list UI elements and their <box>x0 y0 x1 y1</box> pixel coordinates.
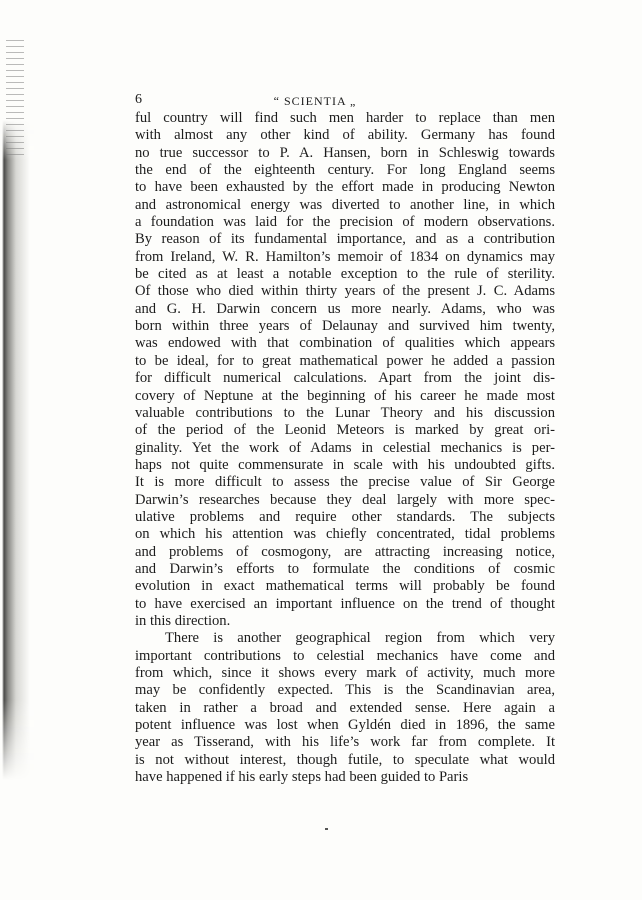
text-line: of the period of the Leonid Meteors is marked by great ori- <box>135 422 555 439</box>
text-line: was endowed with that combination of qualities which appears <box>135 335 555 352</box>
text-line: There is another geographical region from which very <box>165 630 555 647</box>
text-line: covery of Neptune at the beginning of his career he made most <box>135 387 555 404</box>
text-line: to have exercised an important influence on the trend of thought <box>135 595 555 612</box>
text-line: It is more difficult to assess the precise value of Sir George <box>135 474 555 491</box>
text-line: to have been exhausted by the effort made in producing Newton <box>135 179 555 196</box>
text-line: potent influence was lost when Gyldén died in 1896, the same <box>135 717 555 734</box>
text-line: ginality. Yet the work of Adams in celestial mechanics is per- <box>135 439 555 456</box>
text-line: have happened if his early steps had been guided to Paris <box>135 769 469 786</box>
text-line: in this direction. <box>135 612 231 629</box>
text-line: haps not quite commensurate in scale with his undoubted gifts. <box>135 456 555 473</box>
text-line: may be confidently expected. This is the Scandinavian area, <box>135 682 555 699</box>
text-line: and G. H. Darwin concern us more nearly. Adams, who was <box>135 300 555 317</box>
text-line: on which his attention was chiefly concentrated, tidal problems <box>135 526 555 543</box>
running-title: “ SCIENTIA „ <box>273 94 357 108</box>
text-line: and problems of cosmogony, are attracting increasing notice, <box>135 543 555 560</box>
text-line: Darwin’s researches because they deal largely with more spec- <box>135 491 555 508</box>
text-line: born within three years of Delaunay and survived him twenty, <box>135 318 555 335</box>
text-line: ulative problems and require other standards. The subjects <box>135 508 555 525</box>
text-line: from Ireland, W. R. Hamilton’s memoir of 1834 on dynamics may <box>135 248 555 265</box>
text-line: year as Tisserand, with his life’s work far from complete. It <box>135 734 555 751</box>
body-text <box>135 110 555 786</box>
text-line: is not without interest, though futile, to speculate what would <box>135 751 555 768</box>
text-line: ful country will find such men harder to replace than men <box>135 110 555 126</box>
text-line: the end of the eighteenth century. For long England seems <box>135 162 555 179</box>
text-line: a foundation was laid for the precision of modern observations. <box>135 214 555 231</box>
page-edge-marks <box>6 40 24 160</box>
text-line: and Darwin’s efforts to formulate the conditions of cosmic <box>135 560 555 577</box>
text-line: valuable contributions to the Lunar Theory and his discussion <box>135 404 555 421</box>
text-line: to be ideal, for to great mathematical power he added a passion <box>135 352 555 369</box>
text-line: taken in rather a broad and extended sense. Here again a <box>135 699 555 716</box>
text-line: for difficult numerical calculations. Apart from the joint dis- <box>135 370 555 387</box>
text-line: no true successor to P. A. Hansen, born in Schleswig towards <box>135 144 555 161</box>
text-line: evolution in exact mathematical terms will probably be found <box>135 578 555 595</box>
scan-speck <box>325 828 328 830</box>
text-line: from which, since it shows every mark of activity, much more <box>135 665 555 681</box>
page-number: 6 <box>135 92 142 107</box>
text-line: By reason of its fundamental importance, and as a contribution <box>135 231 555 248</box>
text-line: Of those who died within thirty years of the present J. C. Adams <box>135 283 555 300</box>
text-line: with almost any other kind of ability. Germany has found <box>135 127 555 144</box>
text-line: be cited as at least a notable exception to the rule of sterility. <box>135 266 555 283</box>
text-line: important contributions to celestial mechanics have come and <box>135 647 555 664</box>
text-line: and astronomical energy was diverted to another line, in which <box>135 196 555 213</box>
